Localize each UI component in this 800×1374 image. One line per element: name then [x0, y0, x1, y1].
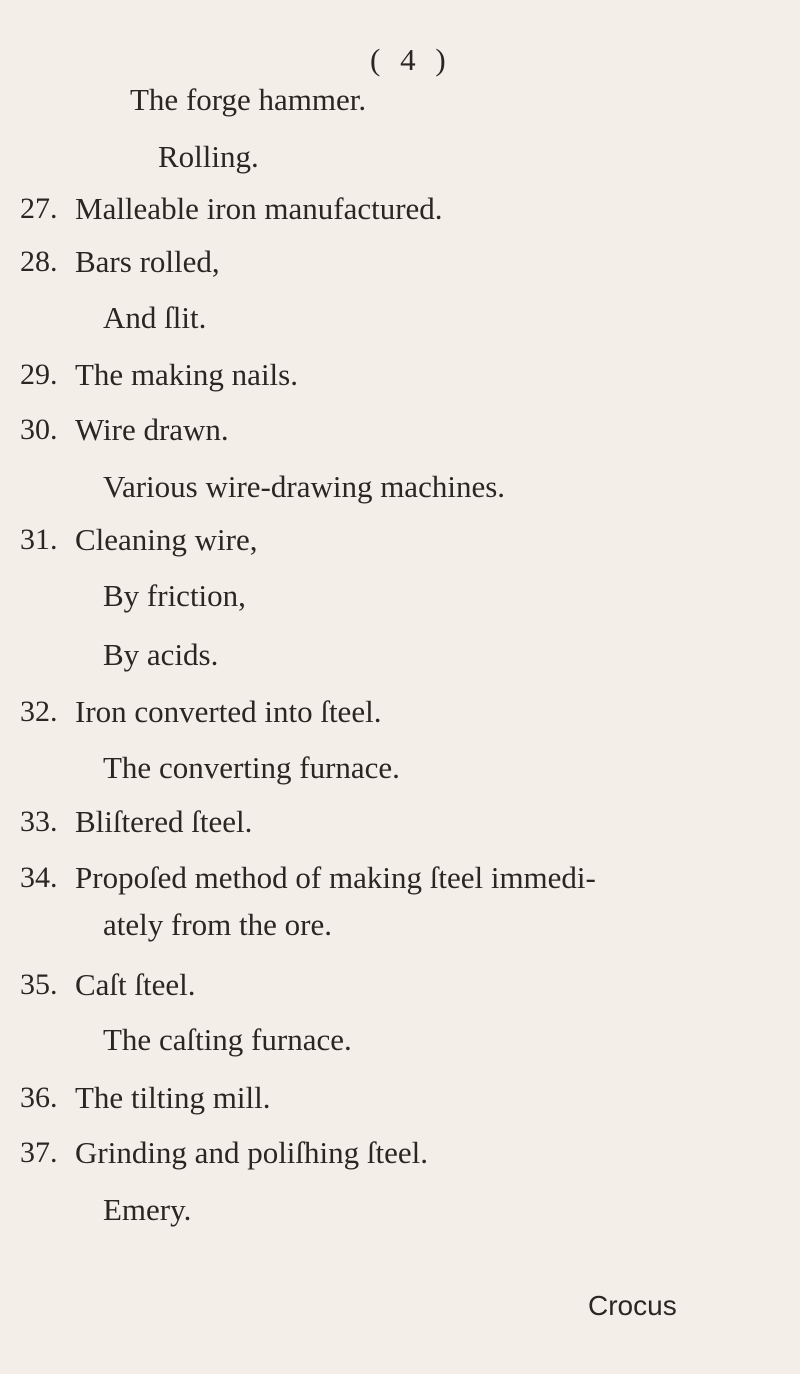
- heading-line: Rolling.: [158, 139, 259, 174]
- item-number: 34.: [20, 861, 58, 894]
- item-number: 35.: [20, 968, 58, 1001]
- item-number: 30.: [20, 413, 58, 446]
- item-text: Cleaning wire,: [75, 522, 258, 557]
- catchword: Crocus: [588, 1290, 677, 1321]
- item-text: Propoſed method of making ſteel immedi-: [75, 860, 596, 895]
- item-number: 37.: [20, 1136, 58, 1169]
- sub-item-text: Emery.: [103, 1192, 192, 1227]
- sub-item-text: By acids.: [103, 637, 219, 672]
- sub-item-text: The converting furnace.: [103, 750, 400, 785]
- item-number: 32.: [20, 695, 58, 728]
- item-text: The making nails.: [75, 357, 298, 392]
- sub-item-text: By friction,: [103, 578, 246, 613]
- item-number: 36.: [20, 1081, 58, 1114]
- sub-item-text: The caſting furnace.: [103, 1022, 352, 1057]
- item-text: Bars rolled,: [75, 244, 220, 279]
- item-number: 31.: [20, 523, 58, 556]
- item-text: Bliſtered ſteel.: [75, 804, 253, 839]
- item-number: 28.: [20, 245, 58, 278]
- item-number: 29.: [20, 358, 58, 391]
- sub-item-text: Various wire-drawing machines.: [103, 469, 506, 504]
- heading-line: The forge hammer.: [130, 82, 367, 117]
- item-text: Wire drawn.: [75, 412, 229, 447]
- page-number: ( 4 ): [370, 42, 452, 77]
- item-text: The tilting mill.: [75, 1080, 271, 1115]
- item-text: Iron converted into ſteel.: [75, 694, 382, 729]
- item-text: Malleable iron manufactured.: [75, 191, 443, 226]
- item-text: Caſt ſteel.: [75, 967, 196, 1002]
- item-number: 27.: [20, 192, 58, 225]
- item-number: 33.: [20, 805, 58, 838]
- sub-item-text: And ſlit.: [103, 300, 207, 335]
- item-text: Grinding and poliſhing ſteel.: [75, 1135, 429, 1170]
- item-text-continuation: ately from the ore.: [103, 907, 332, 942]
